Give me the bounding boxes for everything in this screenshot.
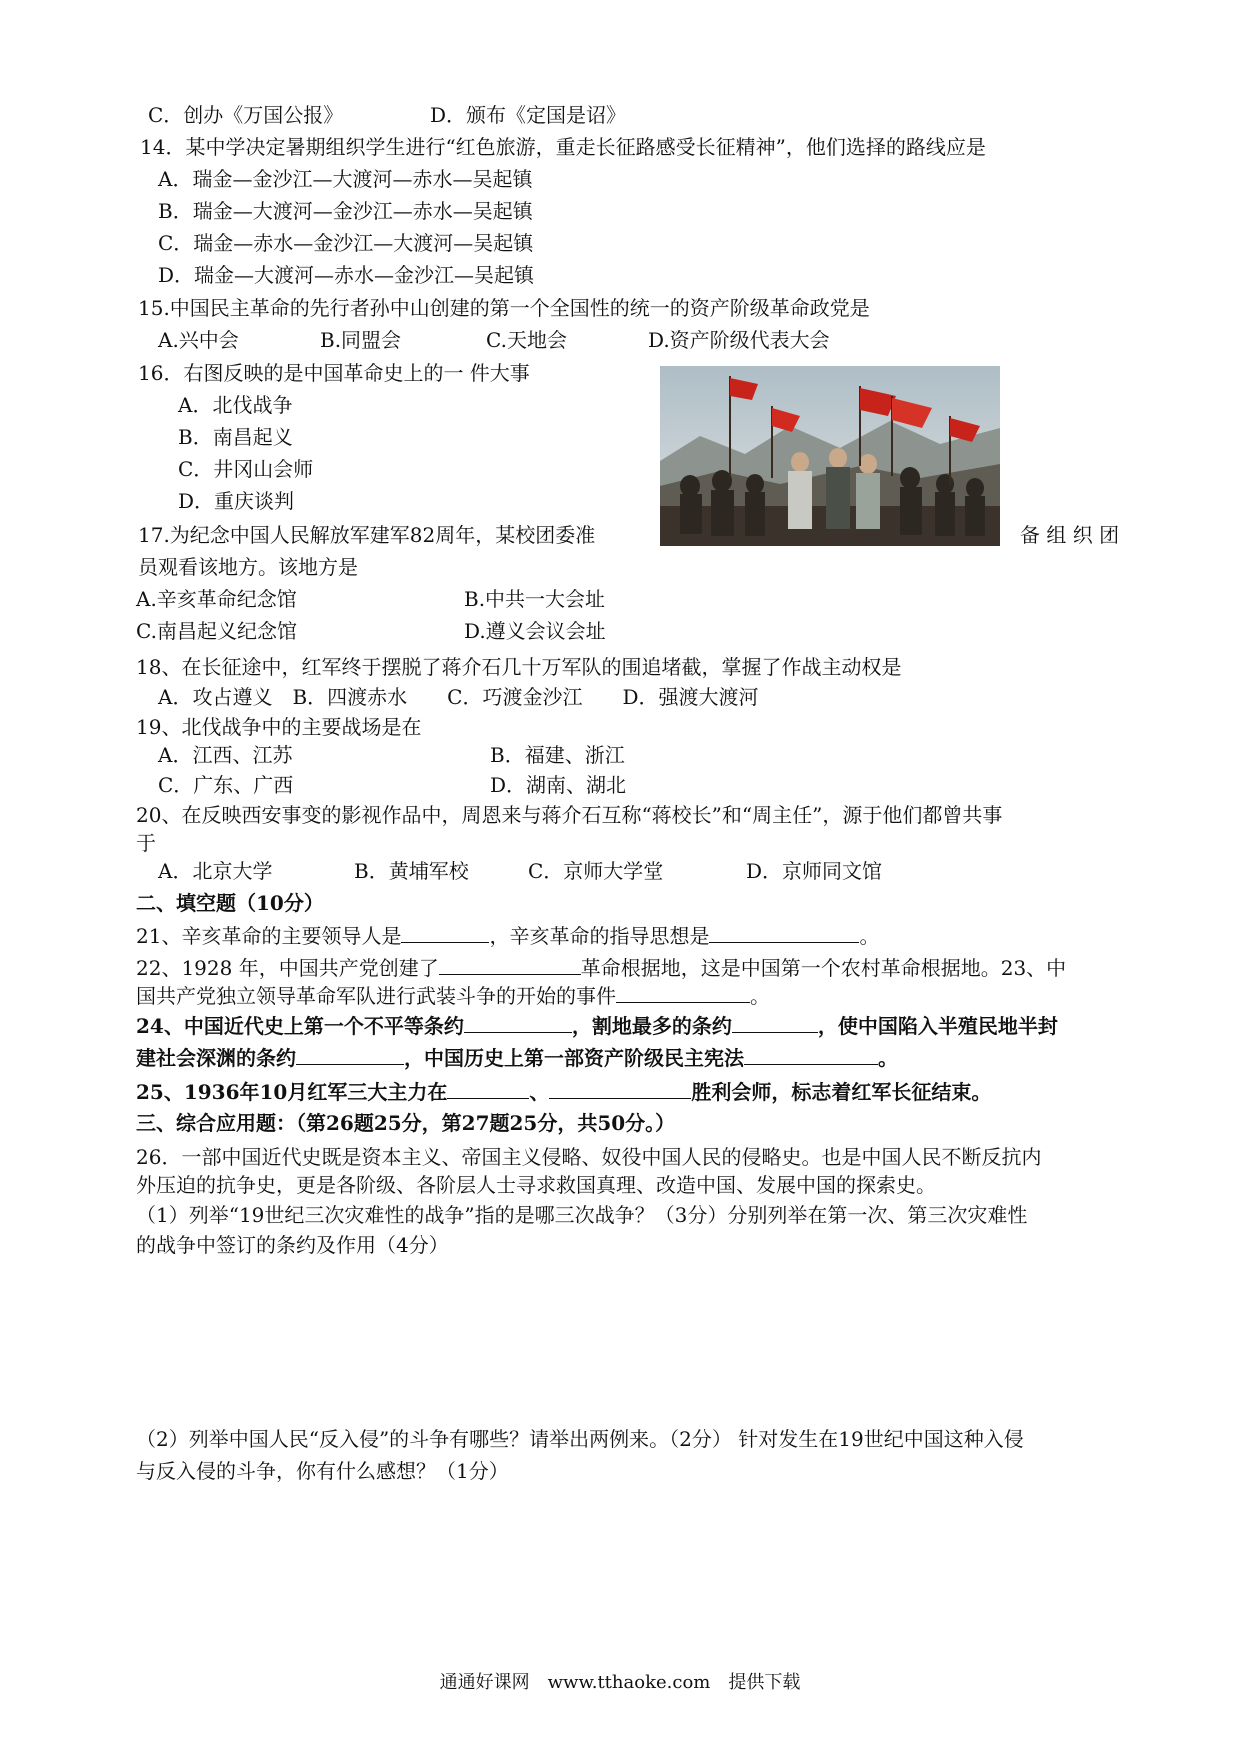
q23-text-1: 国共产党独立领导革命军队进行武装斗争的开始的事件 (136, 984, 616, 1008)
q17-stem-line1: 17.为纪念中国人民解放军建军82周年，某校团委准 (138, 523, 596, 547)
q21-text-3: 。 (859, 924, 880, 948)
q17-stem-line2: 员观看该地方。该地方是 (138, 555, 358, 579)
q26-intro-line2: 外压迫的抗争史，更是各阶级、各阶层人士寻求救国真理、改造中国、发展中国的探索史。 (136, 1173, 936, 1197)
q21 (136, 920, 879, 951)
q13-option-c: C．创办《万国公报》 (148, 103, 344, 127)
q26-sub1-line2: 的战争中签订的条约及作用（4分） (136, 1233, 449, 1257)
q22-blank-1[interactable] (439, 952, 581, 975)
q21-text-1: 21、辛亥革命的主要领导人是 (136, 924, 402, 948)
q24-blank-4[interactable] (744, 1042, 878, 1065)
q25-blank-2[interactable] (549, 1076, 691, 1099)
q21-text-2: ，辛亥革命的指导思想是 (489, 924, 710, 948)
q24-text-2: ，割地最多的条约 (571, 1014, 732, 1038)
q15-option-c: C.天地会 (486, 328, 567, 352)
q26-sub2-line2: 与反入侵的斗争，你有什么感想？（1分） (136, 1459, 509, 1483)
q16-option-a: A．北伐战争 (178, 393, 293, 417)
q20-stem-line2: 于 (136, 831, 156, 855)
q20-option-d: D．京师同文馆 (746, 859, 883, 883)
q21-blank-1[interactable] (401, 920, 489, 943)
q15-option-b: B.同盟会 (320, 328, 402, 352)
q26-sub1-line1: （1）列举“19世纪三次灾难性的战争”指的是哪三次战争？（3分）分别列举在第一次、第三次灾难性 (136, 1203, 1028, 1227)
q16-option-b: B．南昌起义 (178, 425, 293, 449)
q17-stem-tail: 备 组 织 团 (1020, 523, 1120, 547)
q13-option-d: D．颁布《定国是诏》 (430, 103, 627, 127)
q14-option-d: D．瑞金—大渡河—赤水—金沙江—吴起镇 (158, 263, 535, 287)
q24-text-1: 24、中国近代史上第一个不平等条约 (136, 1014, 464, 1038)
q15-option-d: D.资产阶级代表大会 (648, 328, 830, 352)
q16-stem: 16．右图反映的是中国革命史上的一 件大事 (138, 361, 530, 385)
q18-stem: 18、在长征途中，红军终于摆脱了蒋介石几十万军队的围追堵截，掌握了作战主动权是 (136, 655, 902, 679)
q24-blank-3[interactable] (296, 1042, 404, 1065)
q19-option-b: B．福建、浙江 (490, 743, 625, 767)
q19-option-c: C．广东、广西 (158, 773, 294, 797)
q24-line1 (136, 1010, 1058, 1041)
q18-options: A．攻占遵义 B．四渡赤水 C．巧渡金沙江 D．强渡大渡河 (158, 685, 759, 709)
q19-option-d: D．湖南、湖北 (490, 773, 627, 797)
q24-text-3: ，使中国陷入半殖民地半封 (817, 1014, 1058, 1038)
q22-text-1: 22、1928 年，中国共产党创建了 (136, 956, 439, 980)
q26-intro-line1: 26．一部中国近代史既是资本主义、帝国主义侵略、奴役中国人民的侵略史。也是中国人民不断反抗内 (136, 1145, 1042, 1169)
q17-option-d: D.遵义会议会址 (464, 619, 606, 643)
q24-line2 (136, 1042, 898, 1073)
q22-line1 (136, 952, 1066, 983)
q16-option-c: C．井冈山会师 (178, 457, 314, 481)
q17-option-b: B.中共一大会址 (464, 587, 606, 611)
q19-option-a: A．江西、江苏 (158, 743, 293, 767)
q25-blank-1[interactable] (447, 1076, 529, 1099)
painting-illustration (660, 366, 1000, 546)
q17-option-c: C.南昌起义纪念馆 (136, 619, 297, 643)
q14-option-c: C．瑞金—赤水—金沙江—大渡河—吴起镇 (158, 231, 534, 255)
q14-option-b: B．瑞金—大渡河—金沙江—赤水—吴起镇 (158, 199, 533, 223)
q24-text-5: ，中国历史上第一部资产阶级民主宪法 (404, 1046, 744, 1070)
q16-option-d: D．重庆谈判 (178, 489, 295, 513)
q21-blank-2[interactable] (709, 920, 859, 943)
q25-text-1: 25、1936年10月红军三大主力在 (136, 1080, 448, 1104)
q19-stem: 19、北伐战争中的主要战场是在 (136, 715, 422, 739)
q23-blank[interactable] (616, 980, 750, 1003)
section-3-heading: 三、综合应用题：（第26题25分，第27题25分，共50分。） (136, 1111, 676, 1135)
q15-option-a: A.兴中会 (158, 328, 239, 352)
q14-option-a: A．瑞金—金沙江—大渡河—赤水—吴起镇 (158, 167, 533, 191)
q24-text-4: 建社会深渊的条约 (136, 1046, 296, 1070)
q17-option-a: A.辛亥革命纪念馆 (136, 587, 297, 611)
q15-stem: 15.中国民主革命的先行者孙中山创建的第一个全国性的统一的资产阶级革命政党是 (138, 296, 870, 320)
q25-text-2: 、 (529, 1080, 550, 1104)
q14-stem: 14．某中学决定暑期组织学生进行“红色旅游，重走长征路感受长征精神”，他们选择的路线应是 (140, 135, 986, 159)
q20-option-b: B．黄埔军校 (354, 859, 469, 883)
q25-text-3: 胜利会师，标志着红军长征结束。 (691, 1080, 992, 1104)
q20-option-a: A．北京大学 (158, 859, 273, 883)
q23-text-2: 。 (750, 984, 770, 1008)
q24-blank-1[interactable] (464, 1010, 572, 1033)
q22-text-2: 革命根据地，这是中国第一个农村革命根据地。23、中 (580, 956, 1067, 980)
q23-line (136, 980, 770, 1011)
q20-option-c: C．京师大学堂 (528, 859, 664, 883)
revolution-painting-image (660, 366, 1000, 546)
page-footer: 通通好课网 www.tthaoke.com 提供下载 (439, 1672, 801, 1693)
q26-sub2-line1: （2）列举中国人民“反入侵”的斗争有哪些？请举出两例来。（2分） 针对发生在19世纪中国这种入侵 (136, 1427, 1024, 1451)
q25 (136, 1076, 991, 1107)
q20-stem-line1: 20、在反映西安事变的影视作品中，周恩来与蒋介石互称“蒋校长”和“周主任”，源于他们都曾共事 (136, 803, 1003, 827)
section-2-heading: 二、填空题（10分） (136, 891, 324, 915)
q24-blank-2[interactable] (732, 1010, 818, 1033)
q24-text-6: 。 (878, 1046, 898, 1070)
